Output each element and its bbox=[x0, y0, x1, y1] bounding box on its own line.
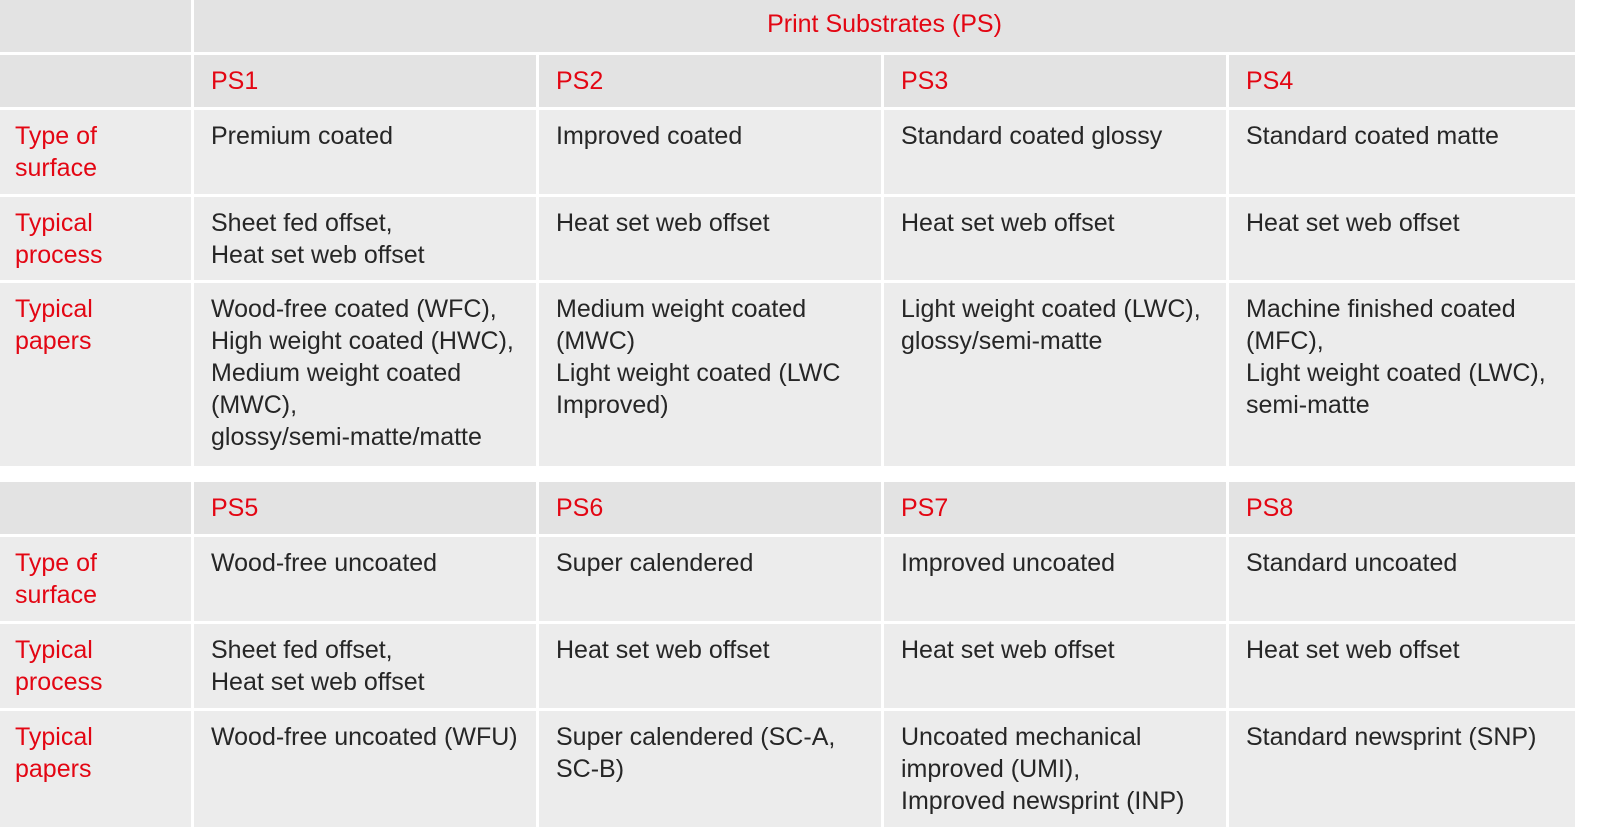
table-cell: Super calendered bbox=[539, 537, 881, 621]
column-header-ps1: PS1 bbox=[194, 55, 536, 107]
column-header-ps3: PS3 bbox=[884, 55, 1226, 107]
table-cell: Heat set web offset bbox=[539, 624, 881, 708]
table-cell: Improved coated bbox=[539, 110, 881, 194]
column-header-ps4: PS4 bbox=[1229, 55, 1575, 107]
table-cell: Medium weight coated (MWC) Light weight coated (LWC Improved) bbox=[539, 283, 881, 466]
column-header-ps8: PS8 bbox=[1229, 482, 1575, 534]
table-cell: Sheet fed offset, Heat set web offset bbox=[194, 197, 536, 280]
table-title: Print Substrates (PS) bbox=[194, 0, 1575, 52]
column-header-ps6: PS6 bbox=[539, 482, 881, 534]
table-cell: Uncoated mechanical improved (UMI), Improved newsprint (INP) bbox=[884, 711, 1226, 827]
table-cell: Standard coated glossy bbox=[884, 110, 1226, 194]
corner-cell bbox=[0, 0, 191, 52]
row-label-typical-process: Typical process bbox=[0, 624, 191, 708]
row-label-typical-process: Typical process bbox=[0, 197, 191, 280]
table-cell: Wood-free uncoated bbox=[194, 537, 536, 621]
corner-cell bbox=[0, 55, 191, 107]
table-cell: Heat set web offset bbox=[1229, 197, 1575, 280]
table-cell: Heat set web offset bbox=[539, 197, 881, 280]
corner-cell bbox=[0, 482, 191, 534]
table-cell: Wood-free coated (WFC), High weight coated (HWC), Medium weight coated (MWC), glossy/semi-matte/matte bbox=[194, 283, 536, 466]
row-label-typical-papers: Typical papers bbox=[0, 283, 191, 466]
column-header-ps2: PS2 bbox=[539, 55, 881, 107]
table-cell: Improved uncoated bbox=[884, 537, 1226, 621]
table-cell: Light weight coated (LWC), glossy/semi-matte bbox=[884, 283, 1226, 466]
table-cell: Standard uncoated bbox=[1229, 537, 1575, 621]
table-cell: Heat set web offset bbox=[884, 624, 1226, 708]
row-label-type-of-surface: Type of surface bbox=[0, 537, 191, 621]
table-cell: Premium coated bbox=[194, 110, 536, 194]
table-cell: Heat set web offset bbox=[884, 197, 1226, 280]
table-cell: Machine finished coated (MFC), Light weight coated (LWC), semi-matte bbox=[1229, 283, 1575, 466]
print-substrates-table-bottom bbox=[0, 482, 1600, 827]
column-header-ps7: PS7 bbox=[884, 482, 1226, 534]
table-cell: Standard newsprint (SNP) bbox=[1229, 711, 1575, 827]
table-cell: Sheet fed offset, Heat set web offset bbox=[194, 624, 536, 708]
table-cell: Heat set web offset bbox=[1229, 624, 1575, 708]
table-cell: Standard coated matte bbox=[1229, 110, 1575, 194]
table-cell: Wood-free uncoated (WFU) bbox=[194, 711, 536, 827]
table-cell: Super calendered (SC-A, SC-B) bbox=[539, 711, 881, 827]
row-label-typical-papers: Typical papers bbox=[0, 711, 191, 827]
row-label-type-of-surface: Type of surface bbox=[0, 110, 191, 194]
column-header-ps5: PS5 bbox=[194, 482, 536, 534]
